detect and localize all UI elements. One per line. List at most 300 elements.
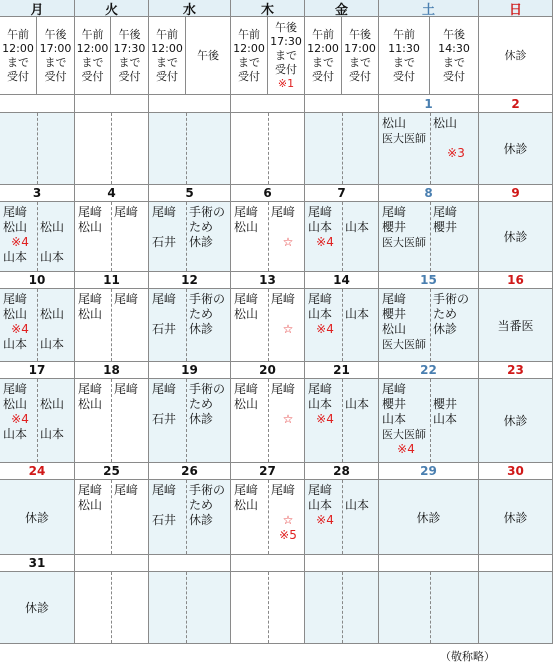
doctor-name: 尾﨑 <box>308 205 333 219</box>
doctor-name: 山本 <box>345 220 370 234</box>
closed-label: 休診 <box>416 510 441 525</box>
afternoon-doctors <box>268 572 305 643</box>
doctor-name: 尾﨑 <box>114 205 139 219</box>
doctor-name: ため <box>189 397 214 411</box>
schedule-cell-sat <box>379 572 479 644</box>
schedule-cell-sun <box>479 480 553 555</box>
note-mark: ※4 <box>316 513 334 527</box>
doctor-name: 山本 <box>345 307 370 321</box>
schedule-cell-tue <box>75 202 149 272</box>
doctor-name: 休診 <box>189 412 214 426</box>
doctor-name: 尾﨑 <box>382 292 407 306</box>
afternoon-doctors <box>268 480 305 554</box>
date-cell-sun: 2 <box>479 95 553 113</box>
schedule-cell-mon <box>0 379 75 463</box>
doctor-name: 石井 <box>152 235 177 249</box>
doctor-name: 尾﨑 <box>433 205 458 219</box>
doctor-name: 山本 <box>308 220 333 234</box>
afternoon-doctors <box>430 289 479 361</box>
doctor-name <box>40 382 44 397</box>
doctor-name: 松山 <box>40 220 65 234</box>
doctor-name: 尾﨑 <box>382 205 407 219</box>
note-mark: ※4 <box>397 442 415 456</box>
doctor-name: 山本 <box>3 337 28 351</box>
doctor-name: 手術の <box>433 292 470 306</box>
hours-mon-pm: 午後 17:00 まで 受付 <box>37 17 75 95</box>
doctor-name <box>433 131 437 146</box>
doctor-name <box>40 412 44 427</box>
doctor-name: 尾﨑 <box>382 382 407 396</box>
afternoon-doctors <box>186 379 231 462</box>
morning-doctors <box>231 379 268 462</box>
doctor-name: 山本 <box>345 397 370 411</box>
date-cell-mon: 31 <box>0 555 75 572</box>
doctor-name: 山本 <box>345 498 370 512</box>
morning-doctors <box>231 113 268 184</box>
note-mark: ※3 <box>447 146 465 160</box>
afternoon-doctors <box>268 113 305 184</box>
schedule-cell-mon <box>0 202 75 272</box>
doctor-name: 山本 <box>40 337 65 351</box>
doctor-name: 尾﨑 <box>152 483 177 497</box>
afternoon-doctors <box>37 113 75 184</box>
hours-tue-pm: 午後 17:30 まで 受付 <box>111 17 149 95</box>
schedule-cell-thu <box>231 480 305 555</box>
date-cell-sun: 9 <box>479 185 553 202</box>
date-cell-mon: 24 <box>0 463 75 480</box>
schedule-cell-mon <box>0 572 75 644</box>
doctor-name: 松山 <box>3 397 28 411</box>
doctor-name: 尾﨑 <box>78 483 103 497</box>
afternoon-doctors <box>111 480 149 554</box>
date-cell-fri: 28 <box>305 463 379 480</box>
date-cell-wed: 5 <box>149 185 231 202</box>
closed-label: 休診 <box>24 510 49 525</box>
doctor-name: 山本 <box>433 412 458 426</box>
date-cell-tue <box>75 555 149 572</box>
date-cell-tue: 18 <box>75 362 149 379</box>
schedule-cell-wed <box>149 113 231 185</box>
doctor-name: 尾﨑 <box>234 205 259 219</box>
doctor-name: 松山 <box>40 397 65 411</box>
schedule-cell-wed <box>149 572 231 644</box>
schedule-cell-mon <box>0 480 75 555</box>
morning-doctors <box>379 202 430 271</box>
morning-doctors <box>149 202 186 271</box>
note-mark: ※4 <box>316 235 334 249</box>
closed-label: 休診 <box>503 142 528 156</box>
date-cell-thu: 27 <box>231 463 305 480</box>
doctor-name: 山本 <box>3 250 28 264</box>
weekday-header-tue: 火 <box>75 0 149 17</box>
doctor-name: ため <box>433 307 458 321</box>
doctor-name: 石井 <box>152 322 177 336</box>
date-cell-thu: 6 <box>231 185 305 202</box>
hours-thu-am: 午前 12:00 まで 受付 <box>231 17 268 95</box>
afternoon-doctors <box>111 113 149 184</box>
date-cell-sat: 8 <box>379 185 479 202</box>
date-cell-fri: 14 <box>305 272 379 289</box>
afternoon-doctors <box>268 379 305 462</box>
doctor-name <box>271 397 275 412</box>
afternoon-doctors <box>111 289 149 361</box>
doctor-name: 手術の <box>189 382 226 396</box>
doctor-name: 手術の <box>189 483 226 497</box>
morning-doctors <box>379 113 430 184</box>
morning-doctors <box>305 480 342 554</box>
afternoon-doctors <box>111 379 149 462</box>
doctor-name <box>345 382 349 397</box>
schedule-cell-sun <box>479 289 553 362</box>
schedule-cell-wed <box>149 202 231 272</box>
afternoon-doctors <box>186 113 231 184</box>
morning-doctors <box>231 480 268 554</box>
date-cell-tue: 4 <box>75 185 149 202</box>
afternoon-doctors <box>342 572 379 643</box>
schedule-cell-sat <box>379 480 479 555</box>
doctor-name: 医大医師 <box>382 132 426 145</box>
date-cell-thu <box>231 95 305 113</box>
doctor-name <box>345 483 349 498</box>
closed-label: 当番医 <box>497 318 534 333</box>
afternoon-doctors <box>342 480 379 554</box>
date-cell-sun: 16 <box>479 272 553 289</box>
morning-doctors <box>305 289 342 361</box>
afternoon-doctors <box>342 202 379 271</box>
schedule-cell-wed <box>149 480 231 555</box>
doctor-name: 尾﨑 <box>114 382 139 396</box>
doctor-name: 石井 <box>152 513 177 527</box>
doctor-name <box>40 235 44 250</box>
schedule-cell-sat <box>379 113 479 185</box>
morning-doctors <box>379 379 430 462</box>
doctor-name: 松山 <box>78 397 103 411</box>
doctor-name: 尾﨑 <box>271 382 296 396</box>
morning-doctors <box>149 379 186 462</box>
schedule-cell-sun <box>479 572 553 644</box>
hours-sun: 休診 <box>479 17 553 95</box>
schedule-cell-mon <box>0 289 75 362</box>
doctor-name <box>152 397 156 412</box>
doctor-name: 医大医師 <box>382 236 426 249</box>
schedule-cell-wed <box>149 379 231 463</box>
doctor-name: 休診 <box>189 235 214 249</box>
doctor-name: 松山 <box>382 322 407 336</box>
doctor-name: 松山 <box>234 498 259 512</box>
closed-label: 休診 <box>503 230 528 244</box>
date-cell-sat: 15 <box>379 272 479 289</box>
doctor-name <box>345 205 349 220</box>
schedule-cell-thu <box>231 202 305 272</box>
hours-sat-am: 午前 11:30 まで 受付 <box>379 17 430 95</box>
schedule-cell-sun <box>479 113 553 185</box>
doctor-name: 松山 <box>234 220 259 234</box>
doctor-name: 尾﨑 <box>308 382 333 396</box>
date-cell-fri <box>305 95 379 113</box>
doctor-name: 山本 <box>308 397 333 411</box>
afternoon-doctors <box>430 379 479 462</box>
afternoon-doctors <box>342 289 379 361</box>
date-cell-mon: 17 <box>0 362 75 379</box>
hours-sat-pm: 午後 14:30 まで 受付 <box>430 17 479 95</box>
date-cell-wed: 12 <box>149 272 231 289</box>
date-cell-mon: 3 <box>0 185 75 202</box>
doctor-name <box>271 498 275 513</box>
afternoon-doctors <box>430 113 479 184</box>
note-mark: ☆ <box>282 235 294 249</box>
doctor-name <box>345 292 349 307</box>
doctor-name: 山本 <box>308 307 333 321</box>
morning-doctors <box>0 113 37 184</box>
schedule-cell-tue <box>75 480 149 555</box>
note-mark: ※4 <box>11 322 29 336</box>
afternoon-doctors <box>37 202 75 271</box>
morning-doctors <box>305 572 342 643</box>
doctor-name: 櫻井 <box>382 397 407 411</box>
weekday-header-mon: 月 <box>0 0 75 17</box>
note-mark: ※4 <box>316 412 334 426</box>
doctor-name <box>433 382 437 397</box>
hours-fri-pm: 午後 17:00 まで 受付 <box>342 17 379 95</box>
morning-doctors <box>0 289 37 361</box>
doctor-name <box>271 307 275 322</box>
date-cell-fri <box>305 555 379 572</box>
afternoon-doctors <box>430 572 479 643</box>
doctor-name: 櫻井 <box>433 220 458 234</box>
doctor-name: 尾﨑 <box>234 483 259 497</box>
doctor-name: 松山 <box>382 116 407 130</box>
morning-doctors <box>75 113 111 184</box>
schedule-cell-fri <box>305 379 379 463</box>
schedule-cell-tue <box>75 379 149 463</box>
weekday-header-sat: 土 <box>379 0 479 17</box>
note-mark: ☆ <box>282 322 294 336</box>
schedule-cell-tue <box>75 289 149 362</box>
morning-doctors <box>149 289 186 361</box>
note-mark: ※5 <box>279 528 297 542</box>
doctor-name <box>271 220 275 235</box>
afternoon-doctors <box>111 572 149 643</box>
weekday-header-sun: 日 <box>479 0 553 17</box>
doctor-name <box>152 307 156 322</box>
date-cell-thu: 13 <box>231 272 305 289</box>
doctor-name: 山本 <box>382 412 407 426</box>
date-cell-sat <box>379 555 479 572</box>
doctor-name: 尾﨑 <box>78 382 103 396</box>
doctor-name: 松山 <box>78 498 103 512</box>
schedule-cell-mon <box>0 113 75 185</box>
doctor-name: 山本 <box>308 498 333 512</box>
doctor-name: 山本 <box>40 427 65 441</box>
morning-doctors <box>305 379 342 462</box>
doctor-name: 休診 <box>189 513 214 527</box>
morning-doctors <box>0 379 37 462</box>
morning-doctors <box>75 202 111 271</box>
doctor-name: 櫻井 <box>433 397 458 411</box>
afternoon-doctors <box>342 113 379 184</box>
weekday-header-wed: 水 <box>149 0 231 17</box>
doctor-name: 石井 <box>152 412 177 426</box>
doctor-name: 山本 <box>3 427 28 441</box>
date-cell-mon: 10 <box>0 272 75 289</box>
afternoon-doctors <box>37 289 75 361</box>
afternoon-doctors <box>37 379 75 462</box>
hours-thu-pm: 午後 17:30 まで 受付 ※1 <box>268 17 305 95</box>
date-cell-sat: 22 <box>379 362 479 379</box>
doctor-name: 尾﨑 <box>152 382 177 396</box>
doctor-name: 松山 <box>234 397 259 411</box>
doctor-name: 尾﨑 <box>152 292 177 306</box>
doctor-name: 尾﨑 <box>308 483 333 497</box>
schedule-cell-thu <box>231 379 305 463</box>
doctor-name: 松山 <box>3 307 28 321</box>
doctor-name: 尾﨑 <box>271 292 296 306</box>
doctor-name: 尾﨑 <box>78 292 103 306</box>
schedule-cell-sat <box>379 289 479 362</box>
note-mark: ※4 <box>11 412 29 426</box>
morning-doctors <box>0 202 37 271</box>
hours-mon-am: 午前 12:00 まで 受付 <box>0 17 37 95</box>
date-cell-sun: 23 <box>479 362 553 379</box>
schedule-cell-sun <box>479 379 553 463</box>
morning-doctors <box>149 480 186 554</box>
doctor-name <box>40 205 44 220</box>
doctor-name: 松山 <box>78 307 103 321</box>
doctor-name: 休診 <box>189 322 214 336</box>
date-cell-wed: 26 <box>149 463 231 480</box>
closed-label: 休診 <box>503 414 528 428</box>
morning-doctors <box>231 289 268 361</box>
doctor-name <box>152 498 156 513</box>
hours-fri-am: 午前 12:00 まで 受付 <box>305 17 342 95</box>
schedule-cell-wed <box>149 289 231 362</box>
note-mark: ※4 <box>11 235 29 249</box>
date-cell-sat: 29 <box>379 463 479 480</box>
hours-tue-am: 午前 12:00 まで 受付 <box>75 17 111 95</box>
schedule-cell-thu <box>231 113 305 185</box>
closed-label: 休診 <box>24 601 49 615</box>
morning-doctors <box>75 289 111 361</box>
schedule-cell-sat <box>379 379 479 463</box>
weekday-header-fri: 金 <box>305 0 379 17</box>
doctor-name: 松山 <box>40 307 65 321</box>
afternoon-doctors <box>268 289 305 361</box>
doctor-name: 尾﨑 <box>271 205 296 219</box>
doctor-name <box>40 322 44 337</box>
doctor-name: 尾﨑 <box>3 292 28 306</box>
date-cell-fri: 21 <box>305 362 379 379</box>
date-cell-wed <box>149 95 231 113</box>
doctor-name: 尾﨑 <box>271 483 296 497</box>
doctor-name: ため <box>189 220 214 234</box>
date-cell-fri: 7 <box>305 185 379 202</box>
weekday-header-thu: 木 <box>231 0 305 17</box>
doctor-name <box>152 220 156 235</box>
doctor-name: 医大医師 <box>382 338 426 351</box>
schedule-cell-fri <box>305 202 379 272</box>
schedule-cell-fri <box>305 289 379 362</box>
doctor-name: 尾﨑 <box>3 205 28 219</box>
morning-doctors <box>149 113 186 184</box>
morning-doctors <box>149 572 186 643</box>
date-cell-wed: 19 <box>149 362 231 379</box>
morning-doctors <box>305 202 342 271</box>
afternoon-doctors <box>111 202 149 271</box>
doctor-name: 山本 <box>40 250 65 264</box>
doctor-name: 手術の <box>189 205 226 219</box>
doctor-name: 櫻井 <box>382 220 407 234</box>
afternoon-doctors <box>342 379 379 462</box>
doctor-name: 尾﨑 <box>3 382 28 396</box>
date-cell-tue: 11 <box>75 272 149 289</box>
schedule-cell-thu <box>231 572 305 644</box>
note-mark: ☆ <box>282 412 294 426</box>
schedule-cell-thu <box>231 289 305 362</box>
schedule-cell-sat <box>379 202 479 272</box>
morning-doctors <box>75 572 111 643</box>
doctor-name: ため <box>189 307 214 321</box>
doctor-name: 尾﨑 <box>114 292 139 306</box>
doctor-name <box>40 292 44 307</box>
hours-wed-am: 午前 12:00 まで 受付 <box>149 17 186 95</box>
doctor-name: 松山 <box>3 220 28 234</box>
date-cell-tue: 25 <box>75 463 149 480</box>
doctor-name: ため <box>189 498 214 512</box>
date-cell-thu: 20 <box>231 362 305 379</box>
doctor-name: 尾﨑 <box>234 292 259 306</box>
doctor-name: 手術の <box>189 292 226 306</box>
afternoon-doctors <box>430 202 479 271</box>
morning-doctors <box>379 572 430 643</box>
doctor-name: 松山 <box>234 307 259 321</box>
doctor-name: 櫻井 <box>382 307 407 321</box>
afternoon-doctors <box>186 202 231 271</box>
closed-label: 休診 <box>503 510 528 525</box>
date-cell-sun <box>479 555 553 572</box>
doctor-name: 尾﨑 <box>78 205 103 219</box>
morning-doctors <box>75 480 111 554</box>
schedule-cell-tue <box>75 572 149 644</box>
afternoon-doctors <box>186 572 231 643</box>
morning-doctors <box>379 289 430 361</box>
schedule-cell-tue <box>75 113 149 185</box>
note-mark: ※4 <box>316 322 334 336</box>
date-cell-tue <box>75 95 149 113</box>
schedule-cell-fri <box>305 113 379 185</box>
doctor-name: 尾﨑 <box>234 382 259 396</box>
date-cell-thu <box>231 555 305 572</box>
morning-doctors <box>75 379 111 462</box>
doctor-name: 尾﨑 <box>152 205 177 219</box>
note-mark: ☆ <box>282 513 294 527</box>
date-cell-sat: 1 <box>379 95 479 113</box>
hours-wed-pm: 午後 <box>186 17 231 95</box>
afternoon-doctors <box>186 289 231 361</box>
morning-doctors <box>305 113 342 184</box>
morning-doctors <box>231 202 268 271</box>
doctor-name: 尾﨑 <box>114 483 139 497</box>
schedule-cell-fri <box>305 480 379 555</box>
doctor-name: 医大医師 <box>382 428 426 441</box>
afternoon-doctors <box>268 202 305 271</box>
schedule-cell-fri <box>305 572 379 644</box>
afternoon-doctors <box>186 480 231 554</box>
date-cell-wed <box>149 555 231 572</box>
date-cell-mon <box>0 95 75 113</box>
morning-doctors <box>231 572 268 643</box>
doctor-name: 尾﨑 <box>308 292 333 306</box>
doctor-name: 松山 <box>78 220 103 234</box>
